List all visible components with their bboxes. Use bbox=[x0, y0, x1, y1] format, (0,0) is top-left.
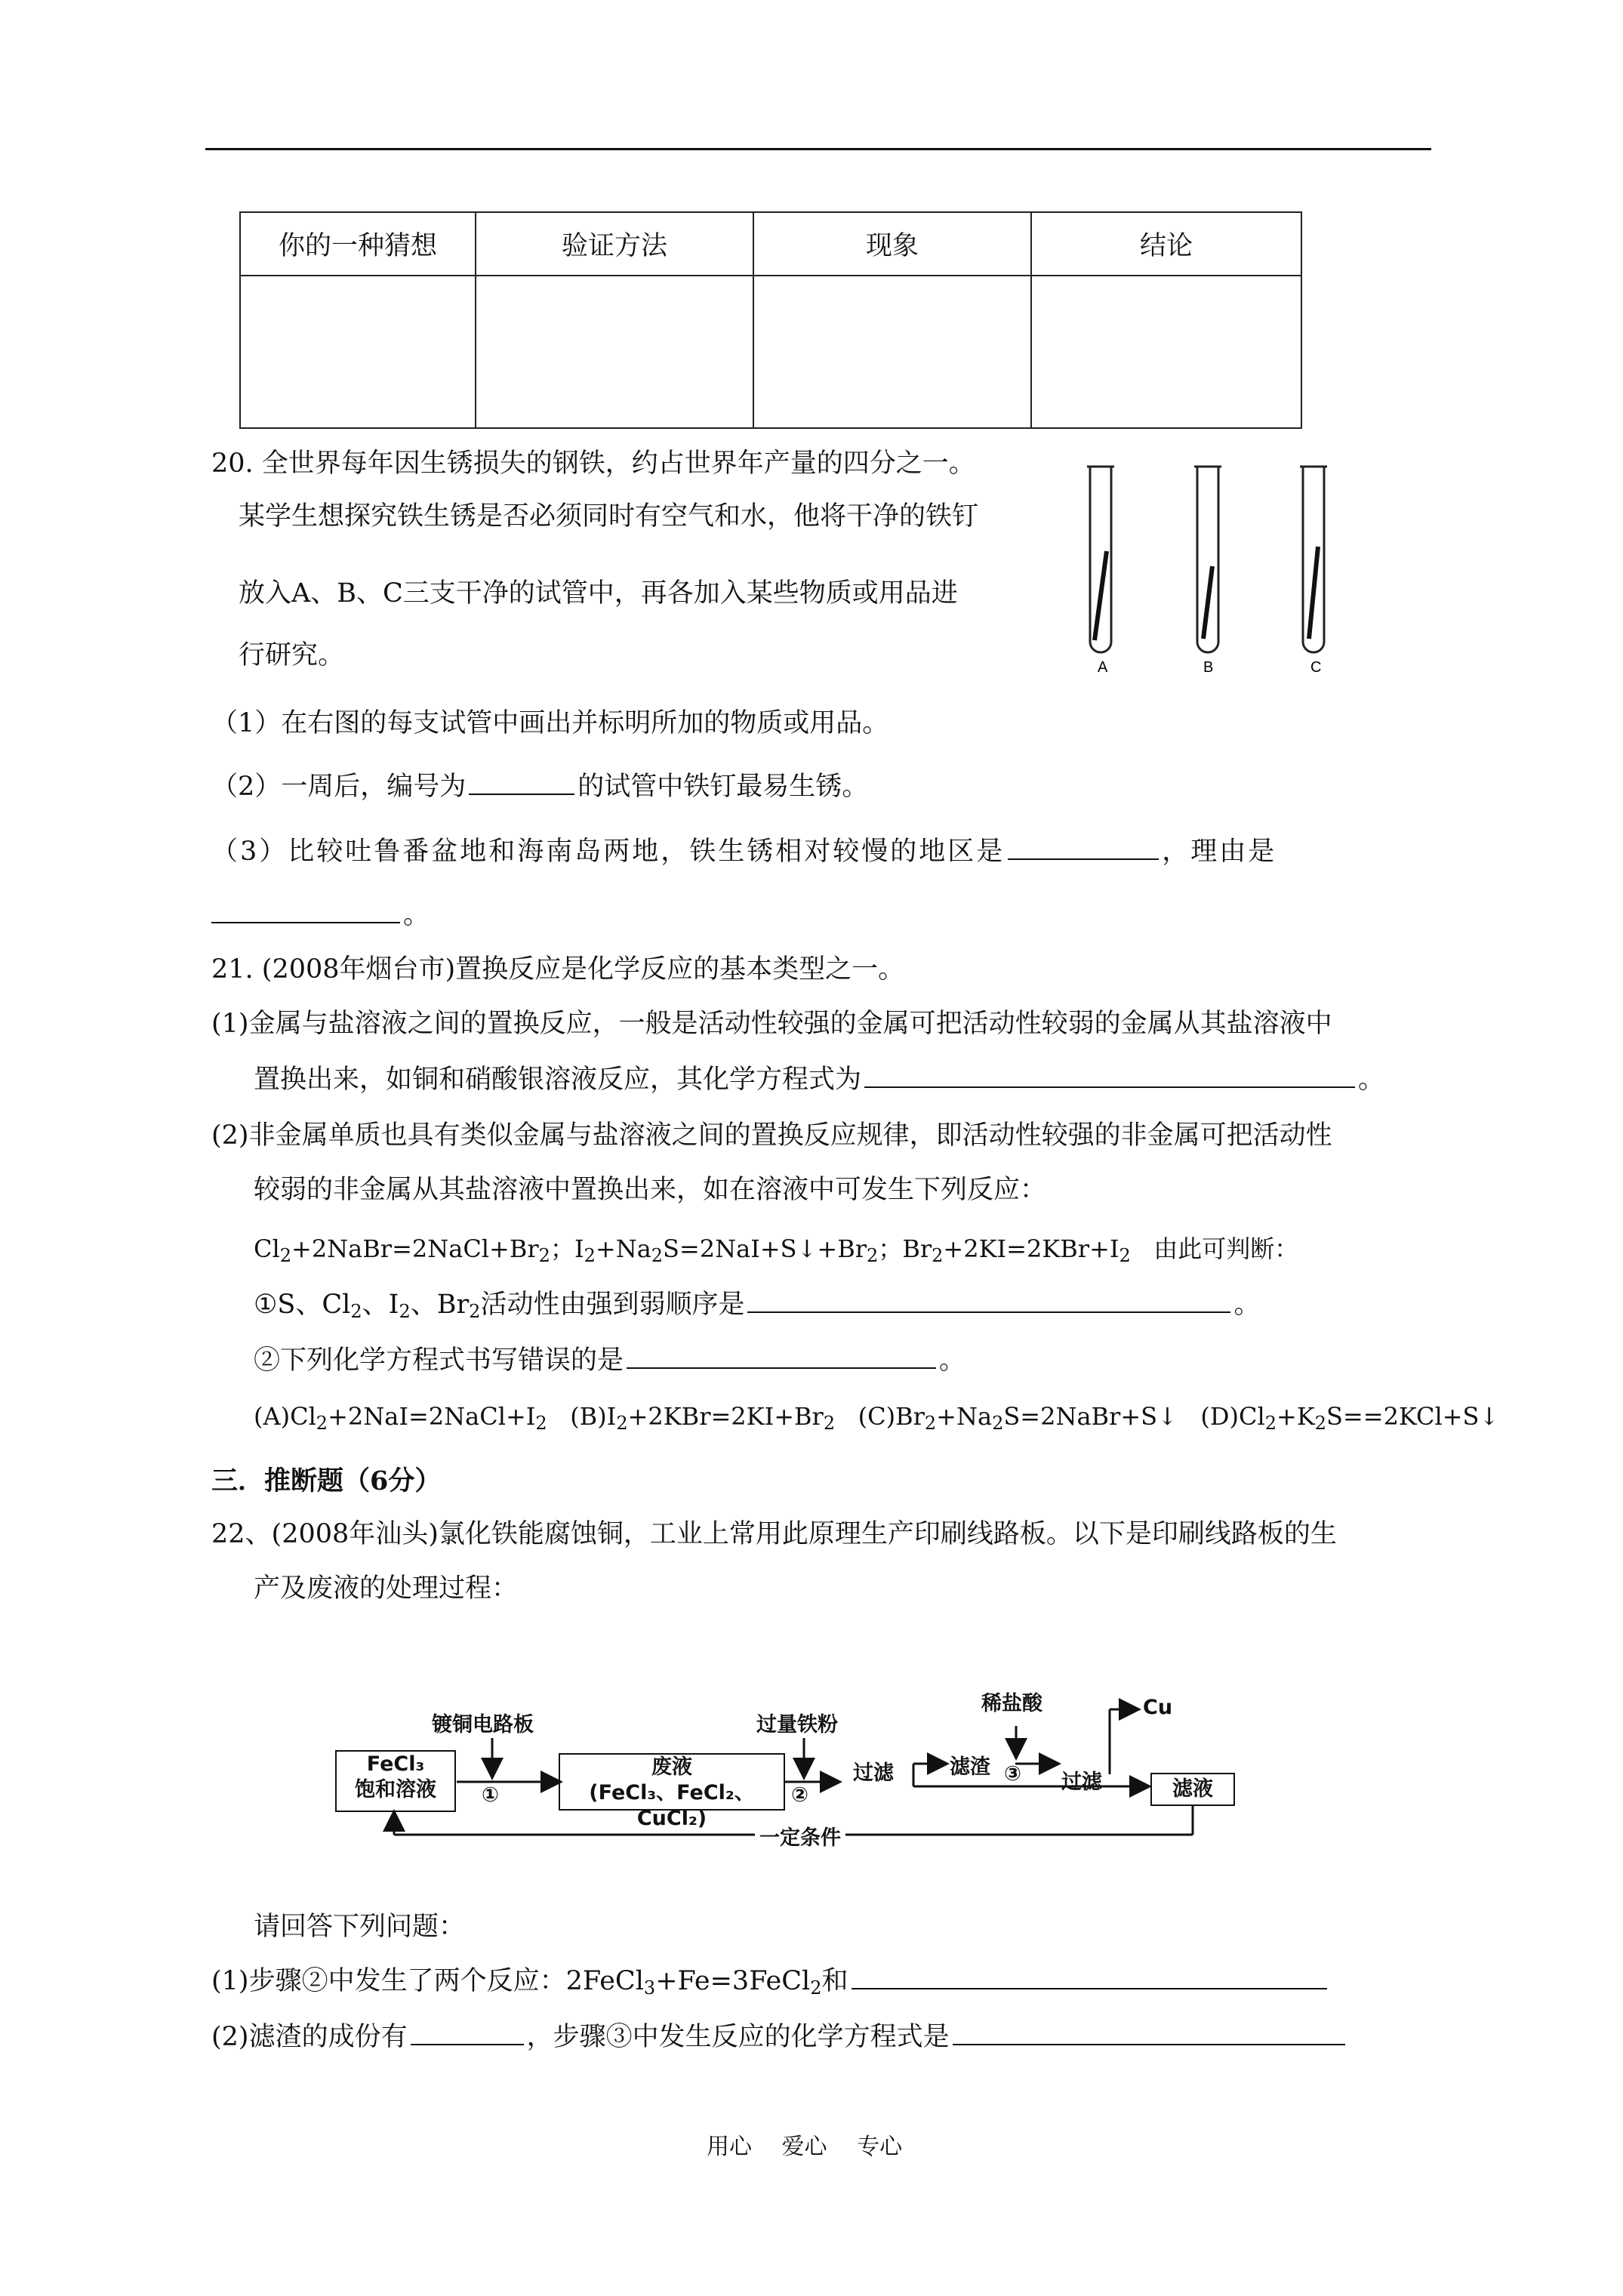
label-excess-iron: 过量铁粉 bbox=[756, 1713, 838, 1737]
table-header-cell: 验证方法 bbox=[476, 212, 753, 276]
page-footer: 用心 爱心 专心 bbox=[707, 2134, 903, 2160]
q22-answer-blank-equation[interactable] bbox=[953, 2021, 1345, 2045]
label-step2: ② bbox=[791, 1783, 808, 1807]
tube-label-a: A bbox=[1098, 659, 1108, 676]
q20-part2: （2）一周后，编号为 的试管中铁钉最易生锈。 bbox=[211, 772, 869, 802]
q21-p1-line1: (1)金属与盐溶液之间的置换反应，一般是活动性较强的金属可把活动性较弱的金属从其盐溶液中 bbox=[211, 1009, 1332, 1039]
box-waste-liquid: 废液 (FeCl₃、FeCl₂、CuCl₂) bbox=[559, 1753, 785, 1811]
test-tube-a bbox=[1087, 467, 1114, 652]
box-filtrate: 滤液 bbox=[1150, 1773, 1235, 1806]
q21-answer-blank-order[interactable] bbox=[747, 1289, 1230, 1313]
header-rule bbox=[205, 148, 1431, 150]
q20-line1: 20. 全世界每年因生锈损失的钢铁，约占世界年产量的四分之一。 bbox=[211, 448, 975, 479]
nail-c bbox=[1309, 547, 1318, 639]
q21-answer-blank-equation[interactable] bbox=[864, 1064, 1355, 1088]
q21-p2-line1: (2)非金属单质也具有类似金属与盐溶液之间的置换反应规律，即活动性较强的非金属可把活动性 bbox=[211, 1120, 1332, 1151]
section3-title: 三．推断题（6分） bbox=[211, 1465, 442, 1496]
q20-part3-cont: 。 bbox=[211, 898, 430, 932]
table-cell[interactable] bbox=[753, 276, 1031, 428]
q21-sub1: ①S、$Cl_2$、$I_2$、$Br_2$活动性由强到弱顺序是 。 bbox=[254, 1290, 1261, 1322]
test-tube-c bbox=[1300, 467, 1327, 652]
table-cell[interactable] bbox=[476, 276, 753, 428]
test-tube-b bbox=[1194, 467, 1221, 652]
tube-label-b: B bbox=[1203, 659, 1214, 676]
q20-line4: 行研究。 bbox=[239, 640, 345, 670]
table-row bbox=[240, 276, 1301, 428]
q21-title: 21. (2008年烟台市)置换反应是化学反应的基本类型之一。 bbox=[211, 954, 905, 985]
tube-label-c: C bbox=[1310, 659, 1322, 676]
nail-b bbox=[1203, 566, 1212, 639]
q21-options: $(A)Cl_2+2NaI=2NaCl+I_2$ $(B)I_2+2KBr=2KI+Br_2$ $(C)Br_2+Na_2S=2NaBr+S↓$ $(D)Cl_2+K_2S==2KCl+S↓$ bbox=[254, 1402, 1500, 1434]
q20-line2: 某学生想探究铁生锈是否必须同时有空气和水，他将干净的铁钉 bbox=[239, 501, 979, 532]
test-tubes-figure bbox=[1072, 453, 1374, 687]
q20-part1: （1）在右图的每支试管中画出并标明所加的物质或用品。 bbox=[211, 708, 889, 738]
q22-answer-blank-residue[interactable] bbox=[411, 2021, 524, 2045]
table-cell[interactable] bbox=[1031, 276, 1301, 428]
label-residue: 滤渣 bbox=[950, 1755, 990, 1779]
q21-sub2: ②下列化学方程式书写错误的是 。 bbox=[254, 1345, 966, 1376]
label-filter-1: 过滤 bbox=[853, 1761, 894, 1785]
label-copper-plate: 镀铜电路板 bbox=[432, 1713, 534, 1737]
box-fecl3-saturated: FeCl₃ 饱和溶液 bbox=[335, 1750, 456, 1812]
table-header-row bbox=[240, 212, 1301, 276]
q21-p1-line2: 置换出来，如铜和硝酸银溶液反应，其化学方程式为 。 bbox=[254, 1065, 1385, 1095]
label-step1: ① bbox=[482, 1783, 499, 1807]
q22-answer-blank-reaction[interactable] bbox=[852, 1965, 1327, 1989]
q22-line1: 22、(2008年汕头)氯化铁能腐蚀铜，工业上常用此原理生产印刷线路板。以下是印刷线路板的生 bbox=[211, 1519, 1337, 1549]
q22-answer1: (1)步骤②中发生了两个反应：2FeCl$_3$+Fe=3FeCl$_2$和 bbox=[211, 1965, 1330, 1998]
q20-part3: （3）比较吐鲁番盆地和海南岛两地，铁生锈相对较慢的地区是 ，理由是 bbox=[211, 837, 1277, 867]
table-cell[interactable] bbox=[240, 276, 476, 428]
label-cu: Cu bbox=[1143, 1696, 1173, 1719]
q20-answer-blank-tube[interactable] bbox=[469, 771, 574, 795]
q20-answer-blank-region[interactable] bbox=[1008, 836, 1159, 860]
q21-answer-blank-wrong[interactable] bbox=[627, 1345, 936, 1369]
q20-answer-blank-reason[interactable] bbox=[211, 899, 400, 923]
table-header-cell: 你的一种猜想 bbox=[240, 212, 476, 276]
q21-p2-line2: 较弱的非金属从其盐溶液中置换出来，如在溶液中可发生下列反应： bbox=[254, 1175, 1047, 1205]
label-step3: ③ bbox=[1004, 1762, 1021, 1786]
table-header-cell: 现象 bbox=[753, 212, 1031, 276]
q22-answer2: (2)滤渣的成份有 ，步骤③中发生反应的化学方程式是 bbox=[211, 2020, 1348, 2054]
label-condition: 一定条件 bbox=[755, 1821, 845, 1851]
process-flowchart bbox=[332, 1684, 1283, 1857]
q20-line3: 放入A、B、C三支干净的试管中，再各加入某些物质或用品进 bbox=[239, 578, 958, 609]
q21-reactions: $Cl_2+2NaBr=2NaCl+Br_2$；$I_2+Na_2S=2NaI+S↓+Br_2$；$Br_2+2KI=2KBr+I_2$ 由此可判断： bbox=[254, 1234, 1299, 1266]
label-filter-2: 过滤 bbox=[1061, 1771, 1102, 1794]
answer-table bbox=[239, 211, 1302, 429]
nail-a bbox=[1095, 551, 1107, 640]
table-header-cell: 结论 bbox=[1031, 212, 1301, 276]
q22-line2: 产及废液的处理过程： bbox=[254, 1573, 519, 1604]
q22-prompt: 请回答下列问题： bbox=[254, 1912, 466, 1942]
label-dilute-hcl: 稀盐酸 bbox=[981, 1692, 1042, 1715]
